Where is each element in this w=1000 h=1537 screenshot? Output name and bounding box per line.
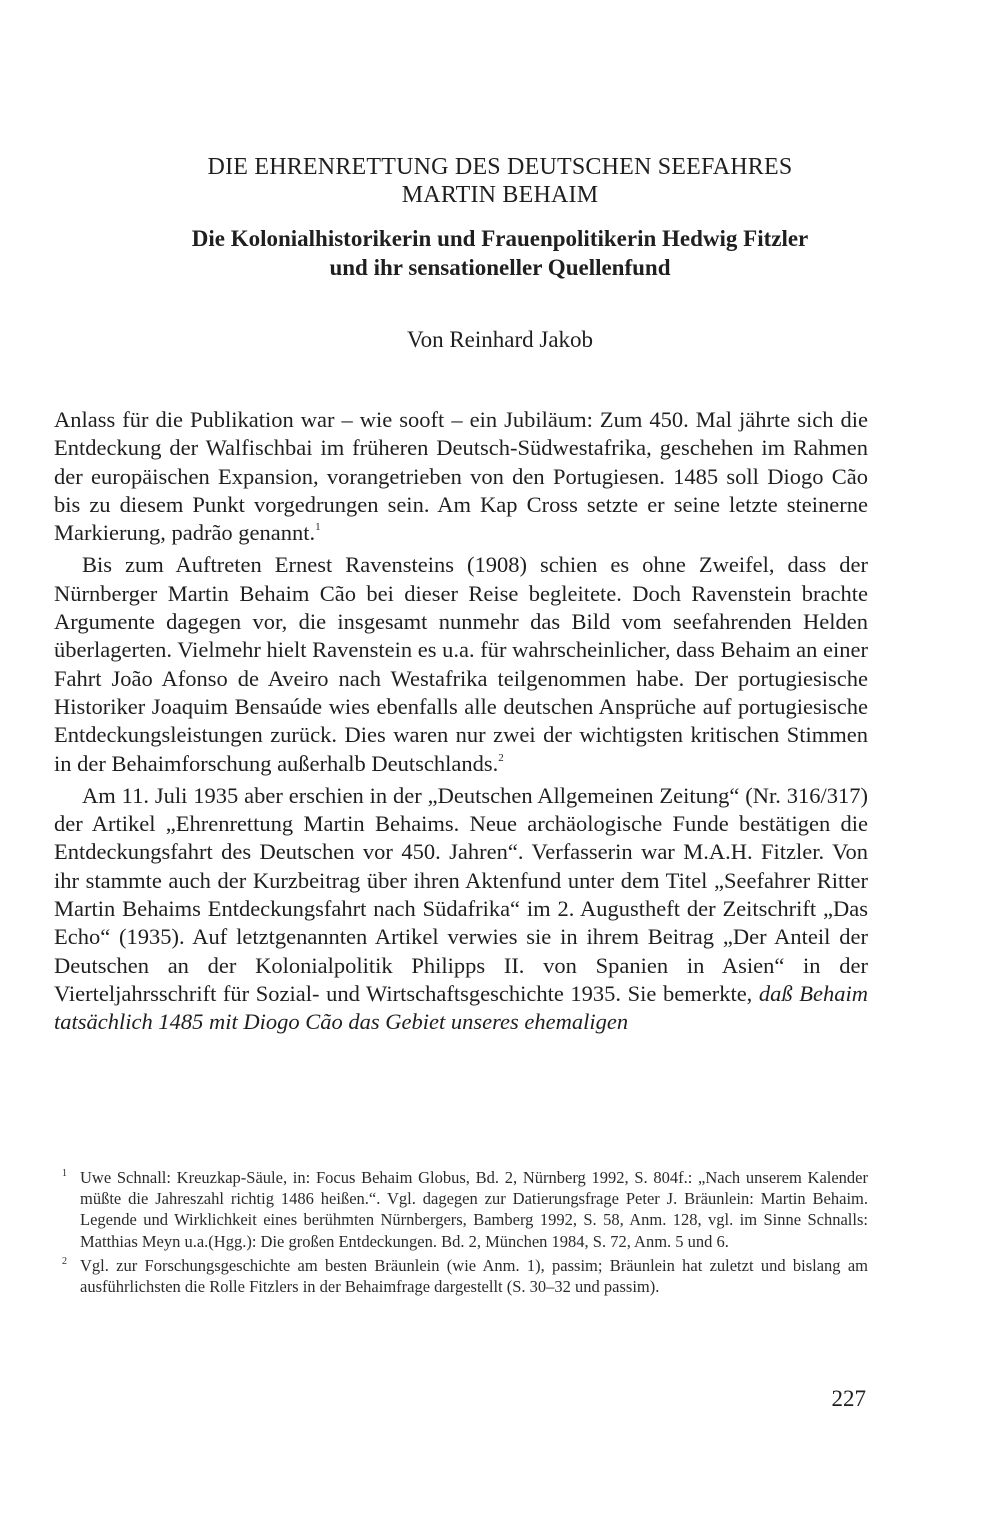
subtitle-line-2: und ihr sensationeller Quellenfund xyxy=(329,255,671,280)
paragraph-3 xyxy=(54,782,868,1037)
title-line-1: DIE EHRENRETTUNG DES DEUTSCHEN SEEFAHRES xyxy=(207,154,793,180)
paragraph-1 xyxy=(54,406,868,547)
article-title xyxy=(100,153,900,209)
footnote-ref-1: 1 xyxy=(315,521,321,534)
subtitle-line-1: Die Kolonialhistorikerin und Frauenpolitikerin Hedwig Fitzler xyxy=(191,226,809,251)
footnote-number: 2 xyxy=(62,1255,67,1267)
paragraph-2 xyxy=(54,551,868,777)
footnote-2 xyxy=(54,1255,868,1297)
footnote-number: 1 xyxy=(62,1168,67,1179)
footnote-text: Uwe Schnall: Kreuzkap-Säule, in: Focus Behaim Globus, Bd. 2, Nürnberg 1992, S. 804f.: „Nach unserem Kalender müßte die Jahreszahl richtig 1486 heißen.“. Vgl. dagegen zur Datierungsfrage Peter J. Bräunlein: Martin Behaim. Legende und Wirklichkeit eines berühmten Nürnbergers, Bamberg 1992, S. 58, Anm. 128, vgl. im Sinne Schnalls: Matthias Meyn u.a.(Hgg.): Die großen Entdeckungen. Bd. 2, München 1984, S. 72, Anm. 5 und 6. xyxy=(80,1168,868,1251)
page-number: 227 xyxy=(831,1386,866,1411)
footnote-text: Vgl. zur Forschungsgeschichte am besten Bräunlein (wie Anm. 1), passim; Bräunlein hat zuletzt und bislang am ausführlichsten die Rolle Fitzlers in der Behaimfrage dargestellt (S. 30–32 und passim). xyxy=(80,1255,868,1297)
paragraph-3-italic-quote: daß Behaim tatsächlich 1485 mit Diogo Cão das Gebiet unseres ehemaligen xyxy=(54,980,869,1035)
paragraph-2-text: Bis zum Auftreten Ernest Ravensteins (1908) schien es ohne Zweifel, dass der Nürnberger Martin Behaim Cão bei dieser Reise begleitete. Doch Ravenstein brachte Argumente dagegen vor, die insgesamt nunmehr das Bild vom seefahrenden Helden überlagerten. Vielmehr hielt Ravenstein es u.a. für wahrscheinlicher, dass Behaim an einer Fahrt João Afonso de Aveiro nach Westafrika teilgenommen habe. Der portugiesische Historiker Joaquim Bensaúde wies ebenfalls alle deutschen Ansprüche auf portugiesische Entdeckungsleistungen zurück. Dies waren nur zwei der wichtigsten kritischen Stimmen in der Behaimforschung außerhalb Deutschlands. xyxy=(54,552,868,776)
footnote-1 xyxy=(54,1167,868,1252)
body-text xyxy=(54,406,868,1041)
paragraph-1-text: Anlass für die Publikation war – wie sooft – ein Jubiläum: Zum 450. Mal jährte sich die Entdeckung der Walfischbai im früheren Deutsch-Südwestafrika, geschehen im Rahmen der europäischen Expansion, vorangetrieben von den Portugiesen. 1485 soll Diogo Cão bis zu diesem Punkt vorgedrungen sein. Am Kap Cross setzte er seine letzte steinerne Markierung, padrão genannt. xyxy=(54,407,868,546)
article-subtitle xyxy=(90,224,910,282)
author-byline: Von Reinhard Jakob xyxy=(406,327,594,352)
footnote-ref-2: 2 xyxy=(498,751,504,764)
title-line-2: MARTIN BEHAIM xyxy=(401,182,599,208)
footnotes xyxy=(54,1167,868,1300)
paragraph-3-text: Am 11. Juli 1935 aber erschien in der „Deutschen Allgemeinen Zeitung“ (Nr. 316/317) der Artikel „Ehrenrettung Martin Behaims. Neue archäologische Funde bestätigen die Entdeckungsfahrt des Deutschen vor 450. Jahren“. Verfasserin war M.A.H. Fitzler. Von ihr stammte auch der Kurzbeitrag über ihren Aktenfund unter dem Titel „Seefahrer Ritter Martin Behaims Entdeckungsfahrt nach Südafrika“ im 2. Augustheft der Zeitschrift „Das Echo“ (1935). Auf letztgenannten Artikel verwies sie in ihrem Beitrag „Der Anteil der Deutschen an der Kolonialpolitik Philipps II. von Spanien in Asien“ in der Vierteljahrsschrift für Sozial- und Wirtschaftsgeschichte 1935. Sie bemerkte, xyxy=(54,782,868,1006)
